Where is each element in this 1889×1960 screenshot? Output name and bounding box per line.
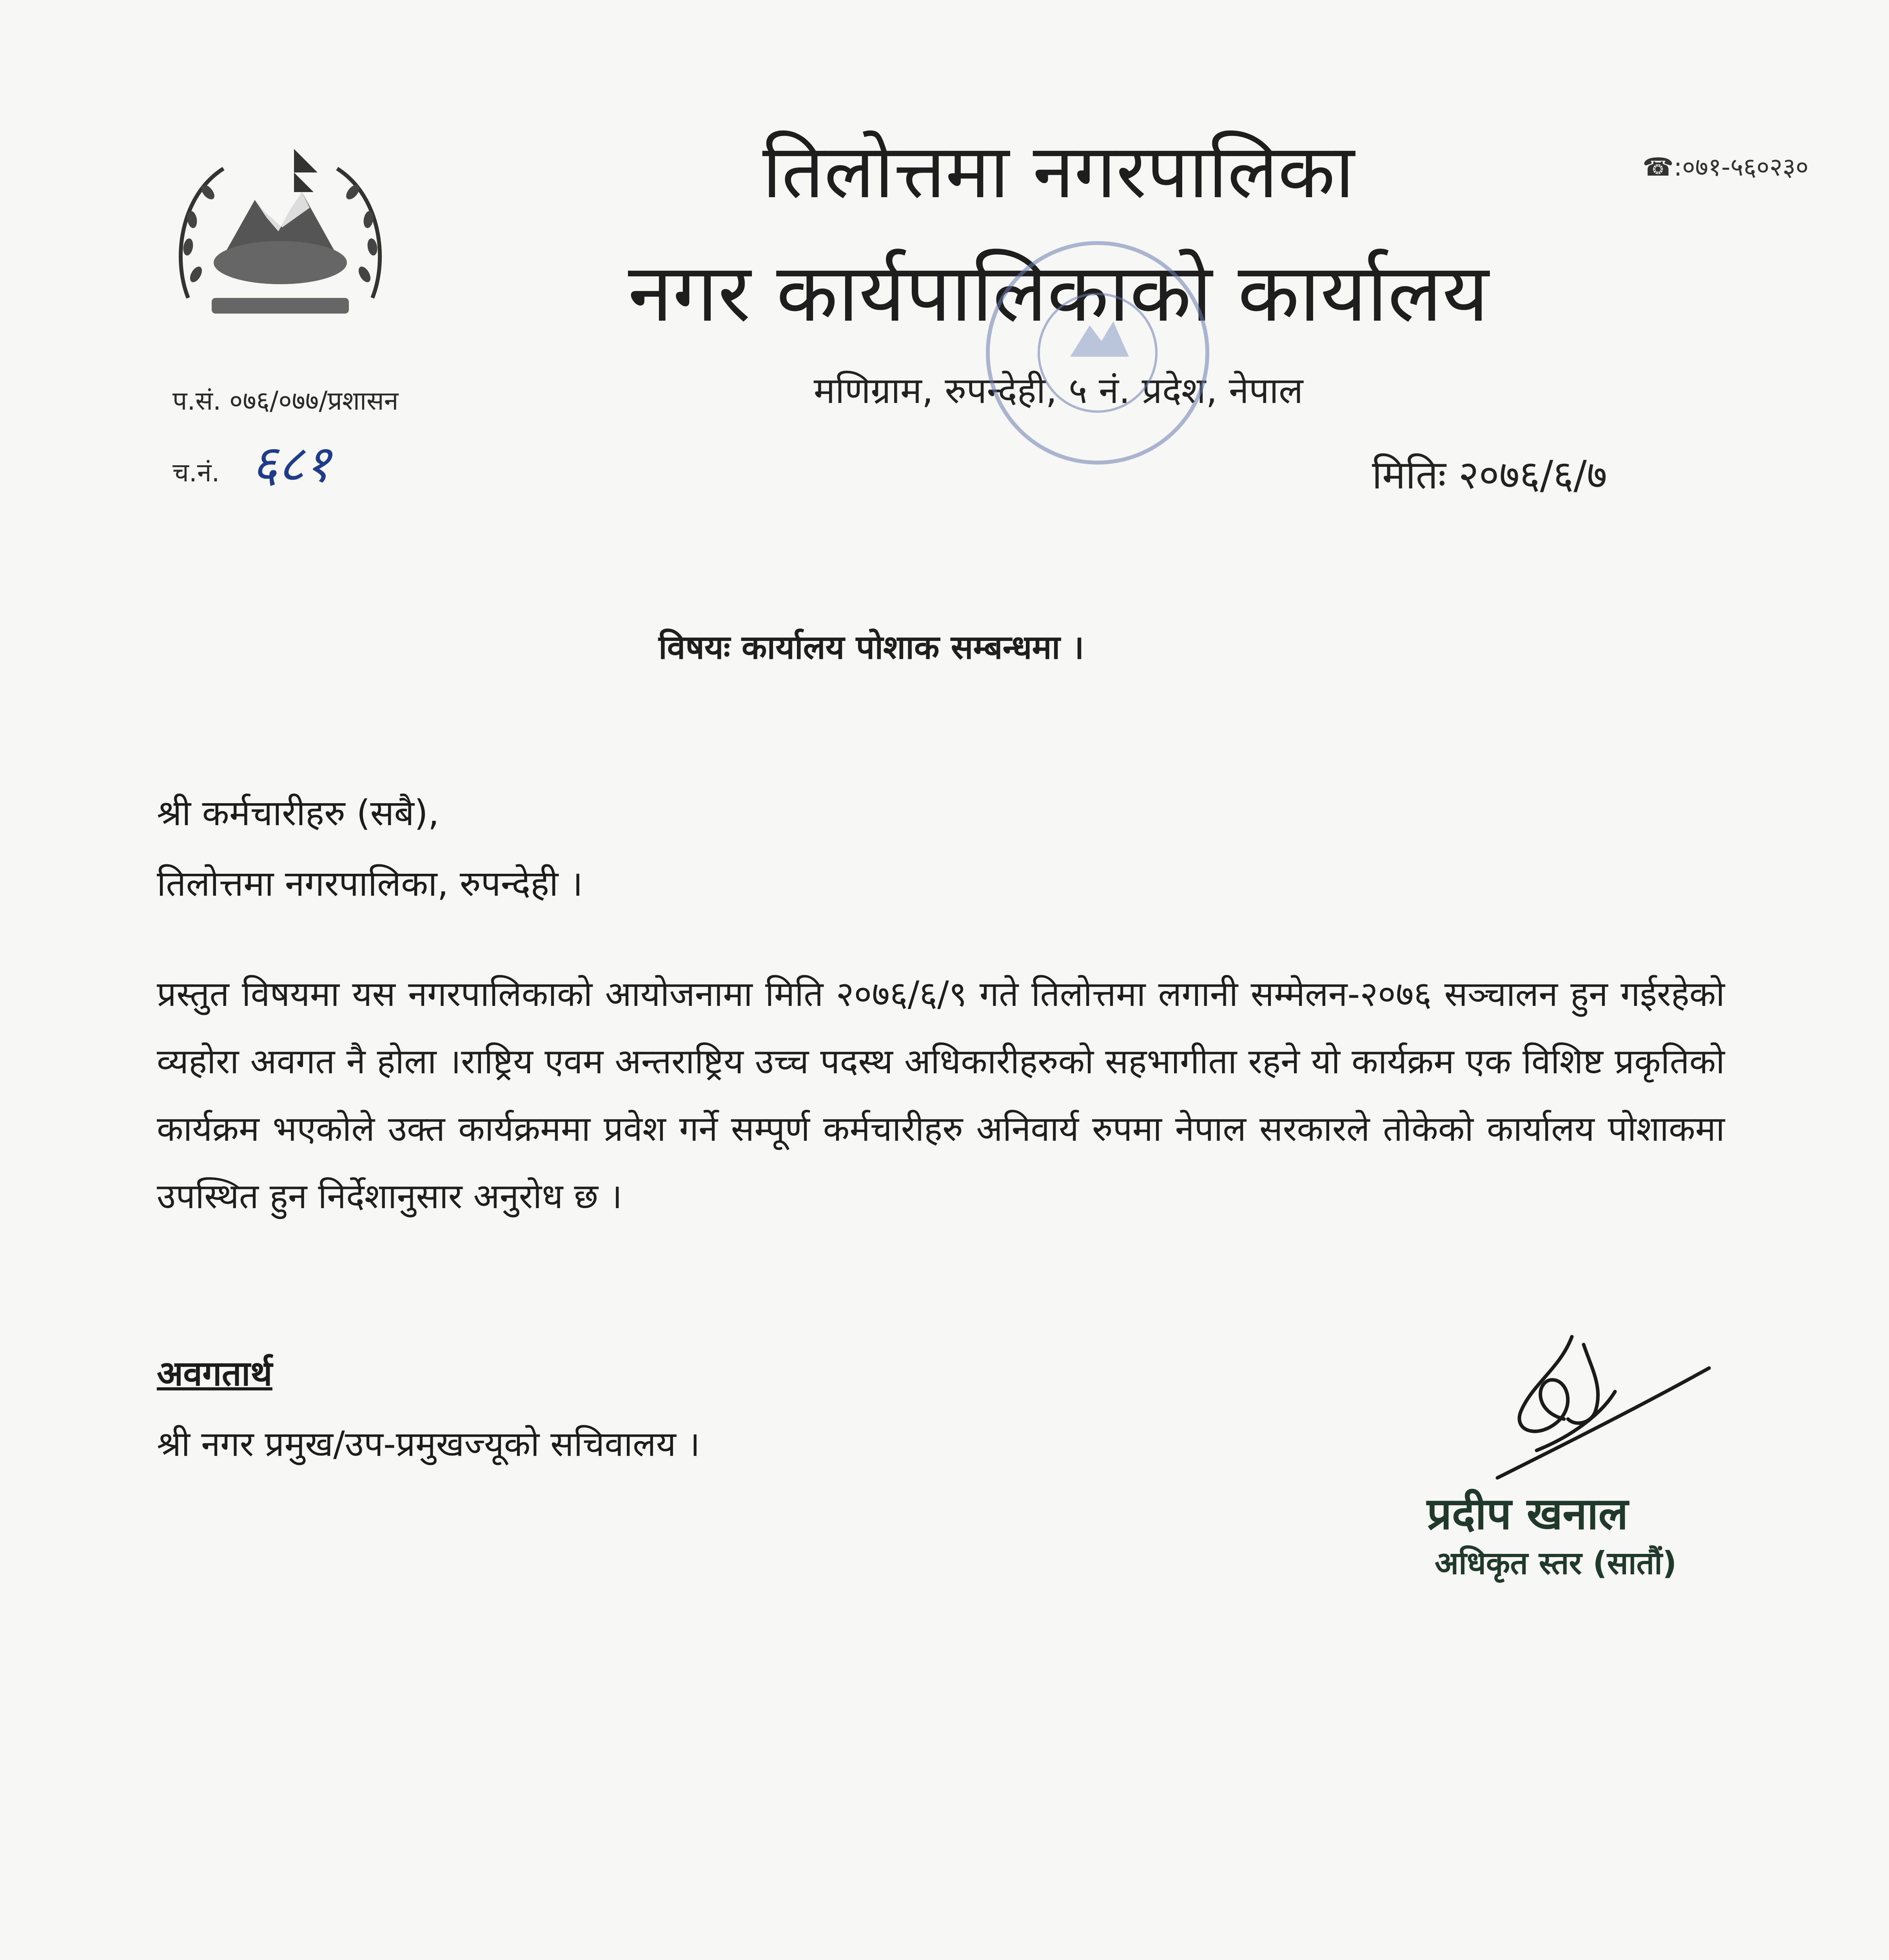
handwritten-signature-icon: [1474, 1321, 1717, 1494]
nepal-emblem-icon: [165, 133, 396, 333]
dispatch-number-row: [172, 427, 331, 497]
dispatch-label: च.नं.: [172, 457, 220, 488]
cc-recipient: श्री नगर प्रमुख/उप-प्रमुखज्यूको सचिवालय ।: [157, 1424, 700, 1464]
letter-body: [157, 960, 1725, 1230]
office-name: नगर कार्यपालिकाको कार्यालय: [628, 247, 1489, 340]
letter-date: मितिः २०७६/६/७: [1372, 452, 1607, 498]
signatory-title: अधिकृत स्तर (सातौं): [1435, 1545, 1677, 1581]
recipient-line-2: तिलोत्तमा नगरपालिका, रुपन्देही ।: [157, 863, 583, 904]
signatory-name: प्रदीप खनाल: [1427, 1488, 1628, 1539]
organization-name: तिलोत्तमा नगरपालिका: [762, 128, 1355, 215]
dispatch-number: ६८१: [251, 434, 331, 494]
recipient-line-1: श्री कर्मचारीहरु (सबै),: [157, 793, 439, 834]
office-address: मणिग्राम, रुपन्देही, ५ नं. प्रदेश, नेपाल: [813, 370, 1303, 412]
body-paragraph: प्रस्तुत विषयमा यस नगरपालिकाको आयोजनामा मिति २०७६/६/९ गते तिलोत्तमा लगानी सम्मेलन-२०७६ सञ्चालन हुन गईरहेको व्यहोरा अवगत नै होला ।राष्ट्रिय एवम अन्तराष्ट्रिय उच्च पदस्थ अधिकारीहरुको सहभागीता रहने यो कार्यक्रम एक विशिष्ट प्रकृतिको कार्यक्रम भएकोले उक्त कार्यक्रममा प्रवेश गर्ने सम्पूर्ण कर्मचारीहरु अनिवार्य रुपमा नेपाल सरकारले तोकेको कार्यालय पोशाकमा उपस्थित हुन निर्देशानुसार अनुरोध छ ।: [157, 974, 1725, 1216]
cc-heading: अवगतार्थ: [157, 1353, 272, 1394]
office-seal-stamp-icon: [972, 227, 1223, 478]
letter-subject: विषयः कार्यालय पोशाक सम्बन्धमा ।: [659, 628, 1084, 666]
phone-number: ☎:०७१-५६०२३०: [1642, 153, 1809, 182]
reference-number: प.सं. ०७६/०७७/प्रशासन: [172, 386, 399, 416]
